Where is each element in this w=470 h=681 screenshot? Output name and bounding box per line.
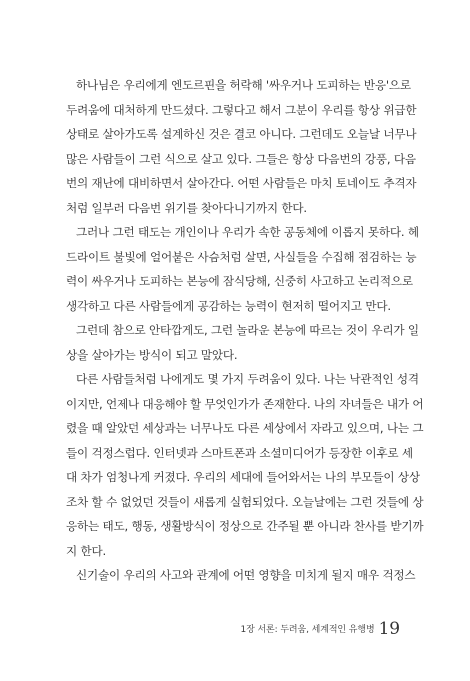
text-line: 생각하고 다른 사람들에게 공감하는 능력이 현저히 떨어지고 만다. bbox=[66, 298, 391, 313]
text-line: 그러나 그런 태도는 개인이나 우리가 속한 공동체에 이롭지 못하다. 헤 bbox=[76, 225, 419, 239]
text-line: 처럼 일부러 다음번 위기를 찾아다니기까지 한다. bbox=[66, 200, 307, 215]
text-line: 상을 살아가는 방식이 되고 말았다. bbox=[66, 347, 238, 362]
text-line: 대 차가 엄청나게 커졌다. 우리의 세대에 들어와서는 나의 부모들이 상상 bbox=[66, 470, 420, 484]
text-line: 응하는 태도, 행동, 생활방식이 정상으로 간주될 뿐 아니라 찬사를 받기까 bbox=[66, 519, 424, 533]
page-number: 19 bbox=[378, 619, 400, 639]
text-line: 그런데 참으로 안타깝게도, 그런 놀라운 본능에 따르는 것이 우리가 일 bbox=[76, 323, 419, 337]
text-line: 조차 할 수 없었던 것들이 새롭게 실험되었다. 오늘날에는 그런 것들에 상 bbox=[66, 494, 424, 509]
text-line: 이지만, 언제나 대응해야 할 무엇인가가 존재한다. 나의 자녀들은 내가 어 bbox=[66, 396, 424, 411]
text-line: 많은 사람들이 그런 식으로 살고 있다. 그들은 항상 다음번의 강풍, 다음 bbox=[66, 151, 416, 166]
text-line: 두려움에 대처하게 만드셨다. 그렇다고 해서 그분이 우리를 항상 위급한 bbox=[66, 102, 417, 117]
text-line: 렸을 때 알았던 세상과는 너무나도 다른 세상에서 자라고 있으며, 나는 그 bbox=[66, 421, 424, 435]
text-line: 하나님은 우리에게 엔도르핀을 허락해 '싸우거나 도피하는 반응'으로 bbox=[76, 78, 411, 92]
text-line: 력이 싸우거나 도피하는 본능에 잠식당해, 신중히 사고하고 논리적으로 bbox=[66, 274, 413, 288]
running-head: 1장 서론: 두려움, 세계적인 유행병 bbox=[240, 625, 375, 635]
text-line: 신기술이 우리의 사고와 관계에 어떤 영향을 미치게 될지 매우 걱정스 bbox=[76, 568, 416, 582]
body-text bbox=[66, 73, 424, 588]
text-line: 상태로 살아가도록 설계하신 것은 결코 아니다. 그런데도 오늘날 너무나 bbox=[66, 127, 417, 141]
text-line: 드라이트 불빛에 얼어붙은 사슴처럼 살면, 사실들을 수집해 점검하는 능 bbox=[66, 249, 417, 264]
text-line: 지 한다. bbox=[66, 543, 106, 558]
text-line: 들이 걱정스럽다. 인터넷과 스마트폰과 소셜미디어가 등장한 이후로 세 bbox=[66, 445, 413, 460]
text-line: 다른 사람들처럼 나에게도 몇 가지 두려움이 있다. 나는 낙관적인 성격 bbox=[76, 372, 419, 386]
text-line: 번의 재난에 대비하면서 살아간다. 어떤 사람들은 마치 토네이도 추격자 bbox=[66, 176, 417, 190]
page-footer bbox=[0, 617, 400, 642]
